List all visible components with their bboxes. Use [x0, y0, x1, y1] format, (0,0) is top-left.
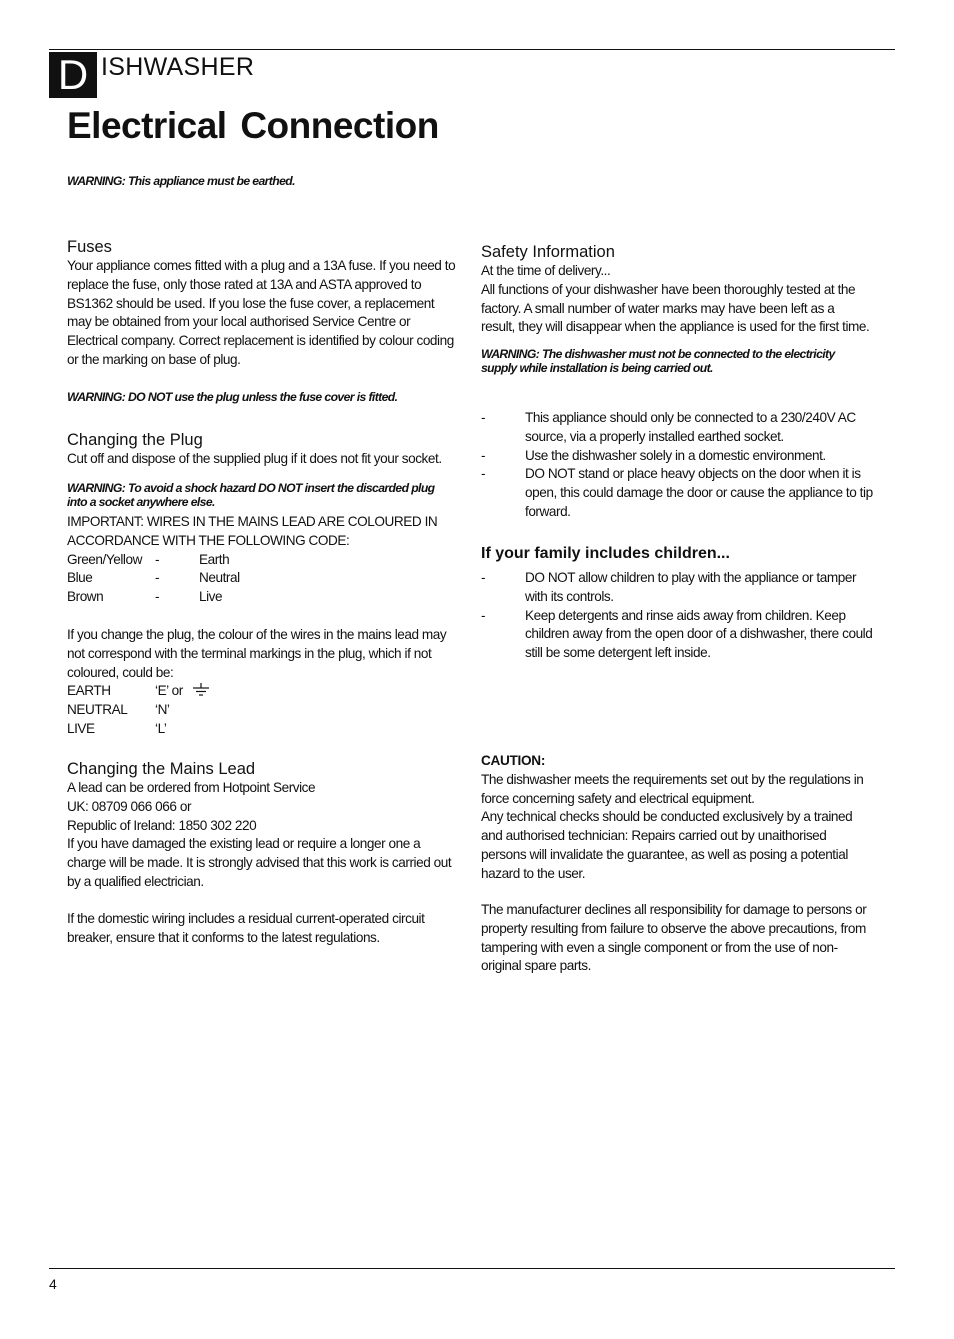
wire-meaning: Earth — [199, 551, 230, 567]
disclaimer-line: original spare parts. — [481, 958, 591, 974]
wire-code-row — [67, 588, 465, 607]
fuses-title: Fuses — [67, 238, 112, 256]
bullet-line: children away from the open door of a dishwasher, there could — [525, 626, 873, 642]
bullet-dash: - — [481, 447, 486, 463]
fuses-line: Electrical company. Correct replacement is identified by colour coding — [67, 333, 454, 349]
change-line: If you change the plug, the colour of the wires in the mains lead may — [67, 627, 447, 642]
wire-sep: - — [155, 570, 160, 586]
mains-lead-body — [67, 779, 465, 892]
caution-line: force concerning safety and electrical equipment. — [481, 790, 755, 806]
plug-warning-line: WARNING: To avoid a shock hazard DO NOT insert the discarded plug — [67, 481, 435, 495]
caution-line: hazard to the user. — [481, 865, 586, 881]
plug-section — [67, 430, 465, 469]
fuses-body — [67, 257, 465, 370]
bullet-dash: - — [481, 410, 486, 425]
mains-lead-title: Changing the Mains Lead — [67, 760, 256, 778]
caution-line: The dishwasher meets the requirements set out by the regulations in — [481, 771, 864, 787]
terminal-row — [67, 701, 465, 720]
list-item — [481, 607, 881, 663]
list-item — [481, 569, 881, 607]
terminal-mark: ‘L’ — [155, 720, 167, 736]
caution-line: Any technical checks should be conducted exclusively by a trained — [481, 809, 853, 825]
page-number: 4 — [49, 1276, 57, 1292]
safety-line: All functions of your dishwasher have been thoroughly tested at the — [481, 281, 856, 297]
wire-meaning: Live — [199, 589, 223, 605]
installation-warning-line: WARNING: The dishwasher must not be connected to the electricity — [481, 347, 835, 361]
plug-warning-line: into a socket anywhere else. — [67, 495, 215, 509]
bullet-line: forward. — [525, 503, 571, 519]
bullet-line: still be some detergent left inside. — [525, 645, 711, 661]
page-title: Electrical Connection — [67, 105, 439, 146]
safety-body — [481, 262, 881, 337]
children-bullet-list — [481, 569, 881, 663]
earth-symbol-icon — [192, 683, 210, 696]
change-line: not correspond with the terminal markings in the plug, which if not — [67, 645, 432, 661]
disclaimer-line: The manufacturer declines all responsibility for damage to persons or — [481, 902, 867, 917]
wire-colour: Green/Yellow — [67, 551, 142, 567]
caution-line: persons will invalidate the guarantee, as well as posing a potential — [481, 846, 848, 862]
children-title: If your family includes children... — [481, 545, 730, 562]
bullet-line: This appliance should only be connected to a 230/240V AC — [525, 410, 856, 425]
mains-lead-line: charge will be made. It is strongly advised that this work is carried out — [67, 855, 452, 871]
safety-line: result, they will disappear when the appliance is used for the first time. — [481, 319, 870, 335]
section-name: ISHWASHER — [101, 53, 255, 81]
mains-lead-line: A lead can be ordered from Hotpoint Service — [67, 780, 316, 795]
fuses-section — [67, 237, 465, 370]
header-rule — [49, 49, 895, 50]
safety-bullet-list — [481, 409, 881, 522]
mains-lead-line: by a qualified electrician. — [67, 873, 204, 889]
installation-warning — [481, 347, 881, 375]
important-line: IMPORTANT: WIRES IN THE MAINS LEAD ARE COLOURED IN — [67, 514, 438, 529]
mains-lead-line: If you have damaged the existing lead or require a longer one a — [67, 836, 421, 852]
fuses-line: may be obtained from your local authorised Service Centre or — [67, 314, 411, 330]
wire-sep: - — [155, 551, 160, 567]
bullet-line: DO NOT stand or place heavy objects on the door when it is — [525, 466, 861, 482]
caution-title: CAUTION: — [481, 753, 546, 768]
fuses-line: BS1362 should be used. If you lose the fuse cover, a replacement — [67, 295, 435, 311]
terminal-block — [67, 626, 465, 739]
bullet-dash: - — [481, 466, 486, 482]
rcd-note — [67, 910, 465, 948]
bullet-line: source, via a properly installed earthed socket. — [525, 428, 784, 444]
bullet-line: DO NOT allow children to play with the appliance or tamper — [525, 570, 857, 585]
wire-colour: Brown — [67, 589, 104, 605]
wire-colour: Blue — [67, 570, 93, 586]
terminal-name: EARTH — [67, 683, 111, 699]
terminal-mark: ‘E’ or — [155, 683, 183, 699]
safety-line: factory. A small number of water marks may have been left as a — [481, 300, 835, 316]
bullet-line: Keep detergents and rinse aids away from children. Keep — [525, 607, 846, 623]
rcd-line: breaker, ensure that it conforms to the latest regulations. — [67, 929, 380, 945]
wire-meaning: Neutral — [199, 570, 240, 586]
plug-title: Changing the Plug — [67, 431, 203, 449]
terminal-name: NEUTRAL — [67, 702, 128, 718]
bullet-line: Use the dishwasher solely in a domestic environment. — [525, 447, 826, 463]
fuse-cover-warning: WARNING: DO NOT use the plug unless the fuse cover is fitted. — [67, 390, 398, 404]
disclaimer — [481, 901, 881, 976]
fuses-line: Your appliance comes fitted with a plug and a 13A fuse. If you need to — [67, 258, 456, 273]
mains-lead-section — [67, 759, 465, 892]
disclaimer-line: tampering with even a single component or from the use of non- — [481, 939, 838, 955]
caution-body — [481, 771, 881, 884]
safety-line: At the time of delivery... — [481, 263, 611, 278]
bullet-dash: - — [481, 607, 486, 623]
bullet-line: with its controls. — [525, 588, 614, 604]
safety-title: Safety Information — [481, 243, 615, 261]
plug-line: Cut off and dispose of the supplied plug if it does not fit your socket. — [67, 451, 442, 466]
terminal-row — [67, 720, 465, 739]
bullet-line: open, this could damage the door or cause the appliance to tip — [525, 485, 873, 501]
list-item — [481, 465, 881, 521]
terminal-mark: ‘N’ — [155, 702, 170, 718]
important-line: ACCORDANCE WITH THE FOLLOWING CODE: — [67, 532, 350, 548]
terminal-name: LIVE — [67, 720, 95, 736]
caution-section — [481, 752, 881, 884]
installation-warning-line: supply while installation is being carried out. — [481, 361, 713, 375]
fuses-line: or the marking on base of plug. — [67, 351, 241, 367]
wire-code-row — [67, 569, 465, 588]
rcd-line: If the domestic wiring includes a residual current-operated circuit — [67, 911, 425, 926]
change-line: coloured, could be: — [67, 664, 174, 680]
section-initial-box: D — [49, 52, 97, 98]
safety-section — [481, 242, 881, 337]
wire-sep: - — [155, 589, 160, 605]
mains-lead-line: Republic of Ireland: 1850 302 220 — [67, 817, 257, 833]
terminal-row — [67, 682, 465, 701]
list-item — [481, 409, 881, 447]
caution-line: and authorised technician: Repairs carried out by unaithorised — [481, 828, 827, 844]
footer-rule — [49, 1268, 895, 1269]
wire-code-block — [67, 513, 465, 607]
fuses-line: replace the fuse, only those rated at 13A and ASTA approved to — [67, 276, 422, 292]
wire-code-row — [67, 551, 465, 570]
children-section — [481, 544, 881, 663]
list-item — [481, 447, 881, 466]
mains-lead-line: UK: 08709 066 066 or — [67, 798, 192, 814]
plug-warning — [67, 481, 465, 509]
disclaimer-line: property resulting from failure to observe the above precautions, from — [481, 920, 866, 936]
bullet-dash: - — [481, 570, 486, 585]
earthing-warning: WARNING: This appliance must be earthed. — [67, 174, 295, 188]
